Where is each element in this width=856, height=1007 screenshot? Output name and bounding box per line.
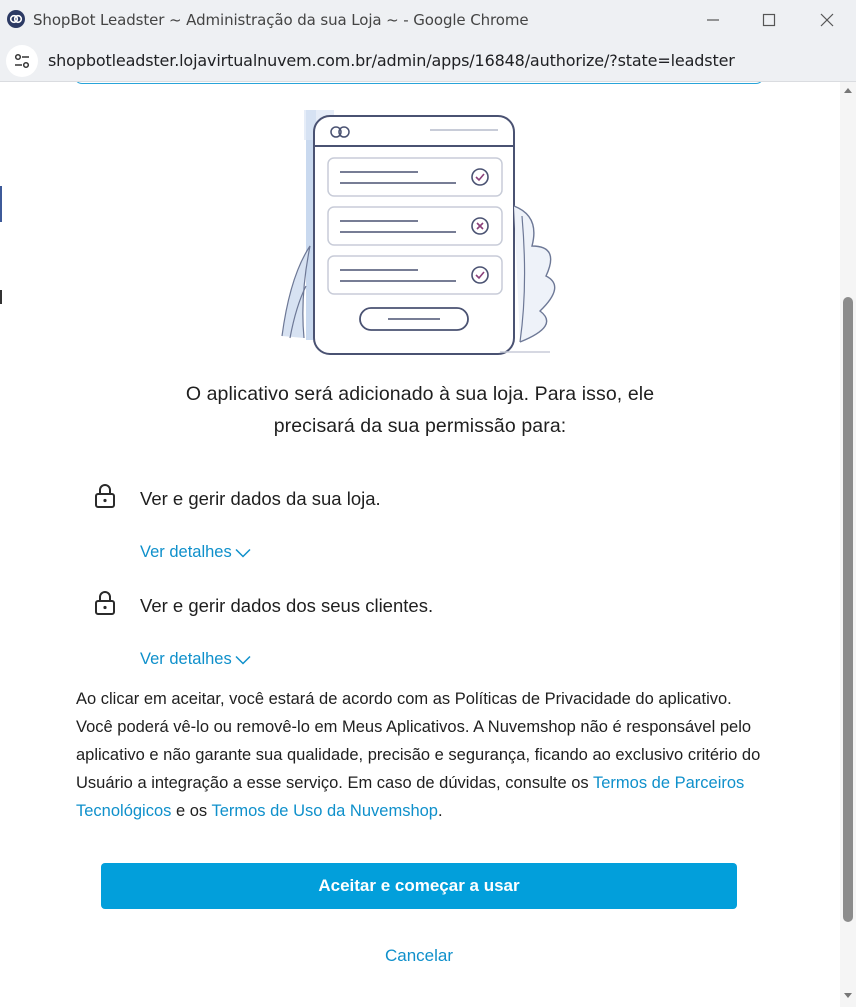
disclaimer-end: . — [437, 802, 443, 820]
intro-line-1: O aplicativo será adicionado à sua loja. Para isso, ele — [185, 383, 655, 405]
scrollbar-thumb[interactable] — [843, 297, 853, 922]
maximize-button[interactable] — [746, 6, 792, 34]
maximize-icon — [762, 13, 776, 27]
details-link-label: Ver detalhes — [140, 543, 232, 561]
lock-icon — [94, 483, 116, 509]
tune-icon — [13, 52, 31, 70]
disclaimer-text — [76, 685, 766, 825]
chevron-down-icon — [235, 548, 251, 558]
cancel-link[interactable]: Cancelar — [384, 946, 454, 965]
details-link-store[interactable] — [140, 543, 251, 562]
disclaimer-body: Ao clicar em aceitar, você estará de acordo com as Políticas de Privacidade do aplicativo. Você poderá vê-lo ou removê-lo em Meus Aplicativos. A Nuvemshop não é responsável pelo aplicativo e não garante sua qualidade, precisão e segurança, ficando ao exclusivo critério do Usuário a integração a esse serviço. Em caso de dúvidas, consulte os — [76, 690, 761, 792]
permission-illustration — [270, 106, 570, 356]
address-bar — [0, 40, 856, 82]
minimize-button[interactable] — [690, 6, 736, 34]
url-field[interactable]: shopbotleadster.lojavirtualnuvem.com.br/admin/apps/16848/authorize/?state=leadster — [48, 51, 735, 70]
intro-text — [100, 378, 740, 442]
window-edge-mark — [0, 186, 2, 222]
search-field-edge — [74, 82, 764, 84]
lock-icon — [94, 590, 116, 616]
permission-store-data: Ver e gerir dados da sua loja. — [140, 488, 381, 509]
close-icon — [820, 13, 834, 27]
terms-of-use-link[interactable]: Termos de Uso da Nuvemshop — [211, 802, 438, 820]
accept-button[interactable]: Aceitar e começar a usar — [101, 863, 737, 909]
app-logo-icon — [7, 10, 25, 28]
scroll-up-icon[interactable] — [843, 86, 853, 94]
details-link-label: Ver detalhes — [140, 650, 232, 668]
close-button[interactable] — [804, 6, 850, 34]
partner-terms-link[interactable]: Termos de Parceiros Tecnológicos — [76, 774, 745, 820]
title-bar — [0, 0, 856, 40]
site-info-button[interactable] — [6, 45, 38, 77]
scroll-down-icon[interactable] — [843, 992, 853, 1000]
window-edge-mark — [0, 290, 2, 304]
chevron-down-icon — [235, 655, 251, 665]
permission-customer-data: Ver e gerir dados dos seus clientes. — [140, 595, 434, 616]
window-title: ShopBot Leadster ~ Administração da sua Loja ~ - Google Chrome — [33, 11, 529, 29]
disclaimer-between: e os — [171, 802, 212, 820]
authorization-page — [0, 82, 840, 1007]
details-link-customers[interactable] — [140, 650, 251, 669]
intro-line-2: precisará da sua permissão para: — [273, 415, 567, 437]
vertical-scrollbar[interactable] — [840, 82, 856, 1007]
minimize-icon — [706, 13, 720, 27]
